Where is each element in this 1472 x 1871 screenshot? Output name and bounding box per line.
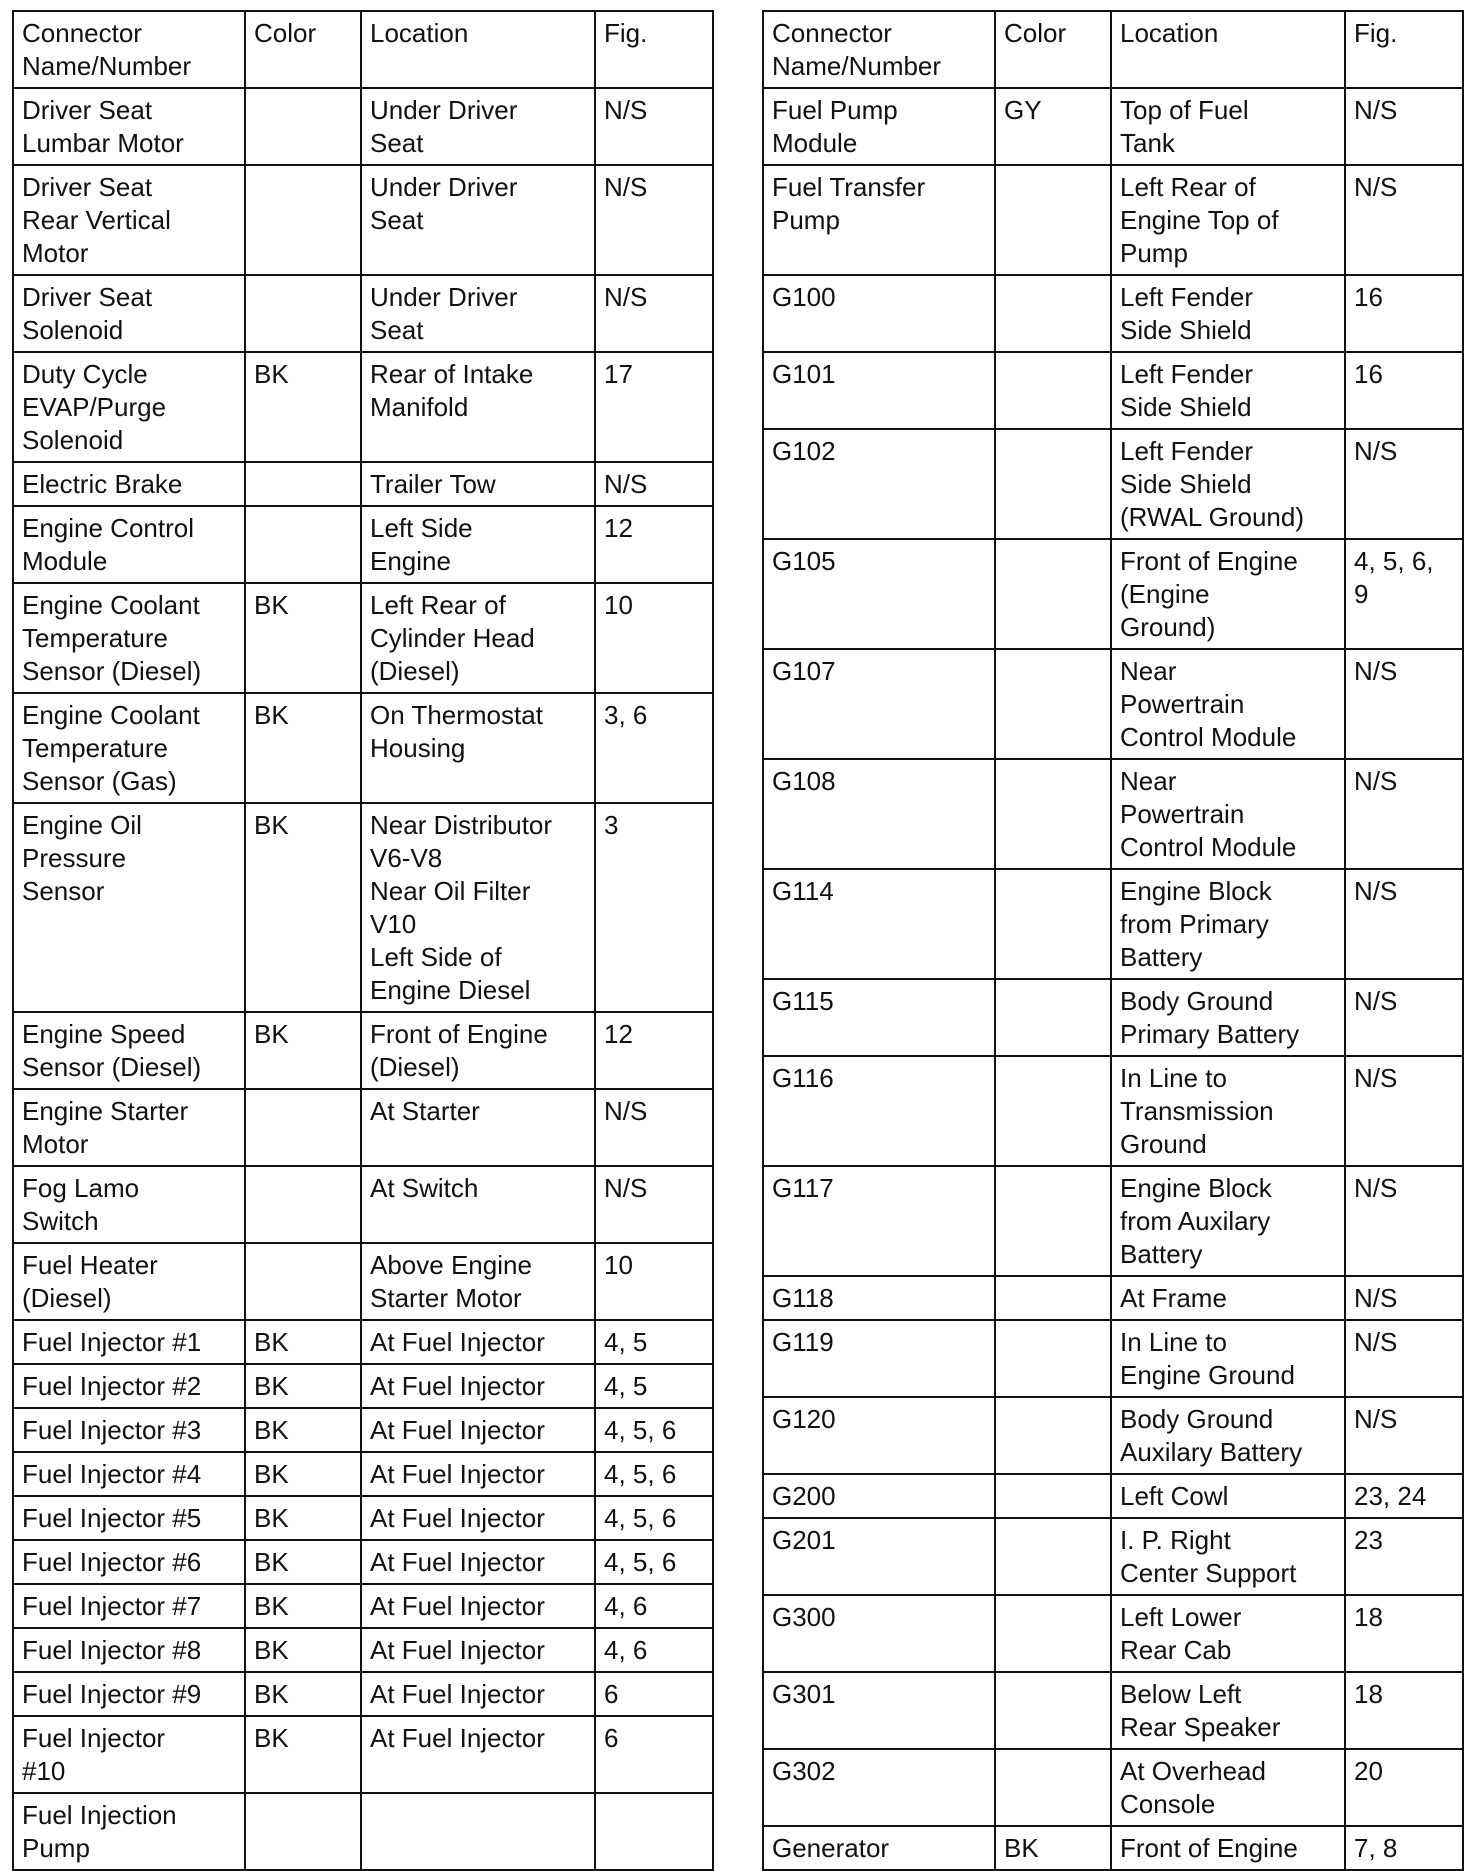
location-cell: At Fuel Injector xyxy=(361,1364,595,1408)
table-row xyxy=(13,1012,713,1089)
connector-name-cell: Fuel Transfer Pump xyxy=(763,165,995,275)
location-cell: Engine Block from Primary Battery xyxy=(1111,869,1345,979)
color-cell xyxy=(995,352,1111,429)
table-row xyxy=(13,1408,713,1452)
left-connector-table xyxy=(12,10,714,1871)
color-cell xyxy=(245,1166,361,1243)
color-cell xyxy=(995,979,1111,1056)
connector-name-cell: Fuel Injector #10 xyxy=(13,1716,245,1793)
table-row xyxy=(763,1826,1463,1870)
table-row xyxy=(13,1364,713,1408)
fig-cell: N/S xyxy=(1345,1276,1463,1320)
color-cell xyxy=(995,1474,1111,1518)
color-cell: BK xyxy=(245,1672,361,1716)
fig-cell: N/S xyxy=(1345,759,1463,869)
fig-cell: N/S xyxy=(1345,1320,1463,1397)
color-cell xyxy=(245,165,361,275)
header-fig: Fig. xyxy=(1345,11,1463,88)
table-row xyxy=(763,1672,1463,1749)
location-cell: Left Fender Side Shield (RWAL Ground) xyxy=(1111,429,1345,539)
color-cell xyxy=(245,1089,361,1166)
color-cell: BK xyxy=(245,1540,361,1584)
header-connector-name: Connector Name/Number xyxy=(763,11,995,88)
color-cell: BK xyxy=(245,1628,361,1672)
connector-name-cell: Fuel Injector #7 xyxy=(13,1584,245,1628)
table-row xyxy=(763,1474,1463,1518)
connector-name-cell: G105 xyxy=(763,539,995,649)
connector-name-cell: Fuel Injector #2 xyxy=(13,1364,245,1408)
color-cell: BK xyxy=(245,1584,361,1628)
table-row xyxy=(763,1320,1463,1397)
location-cell: I. P. Right Center Support xyxy=(1111,1518,1345,1595)
color-cell xyxy=(245,462,361,506)
location-cell: Left Fender Side Shield xyxy=(1111,275,1345,352)
fig-cell: N/S xyxy=(1345,1397,1463,1474)
connector-name-cell: Driver Seat Rear Vertical Motor xyxy=(13,165,245,275)
connector-name-cell: G114 xyxy=(763,869,995,979)
connector-name-cell: G200 xyxy=(763,1474,995,1518)
connector-name-cell: Driver Seat Lumbar Motor xyxy=(13,88,245,165)
header-color: Color xyxy=(995,11,1111,88)
fig-cell: 7, 8 xyxy=(1345,1826,1463,1870)
fig-cell: N/S xyxy=(595,462,713,506)
location-cell: At Switch xyxy=(361,1166,595,1243)
color-cell xyxy=(245,506,361,583)
fig-cell: 18 xyxy=(1345,1672,1463,1749)
location-cell: At Fuel Injector xyxy=(361,1716,595,1793)
color-cell xyxy=(995,539,1111,649)
table-row xyxy=(13,583,713,693)
fig-cell: 12 xyxy=(595,506,713,583)
color-cell: BK xyxy=(245,1320,361,1364)
table-row xyxy=(763,1056,1463,1166)
fig-cell: 4, 5, 6 xyxy=(595,1408,713,1452)
fig-cell: 4, 5, 6 xyxy=(595,1452,713,1496)
location-cell: At Starter xyxy=(361,1089,595,1166)
table-row xyxy=(763,429,1463,539)
color-cell: BK xyxy=(995,1826,1111,1870)
location-cell: At Frame xyxy=(1111,1276,1345,1320)
color-cell xyxy=(995,1320,1111,1397)
location-cell: Left Fender Side Shield xyxy=(1111,352,1345,429)
table-row xyxy=(763,165,1463,275)
fig-cell: 18 xyxy=(1345,1595,1463,1672)
color-cell: BK xyxy=(245,803,361,1012)
fig-cell: 17 xyxy=(595,352,713,462)
connector-name-cell: Generator xyxy=(763,1826,995,1870)
table-row xyxy=(13,1320,713,1364)
table-row xyxy=(13,165,713,275)
connector-name-cell: Engine Coolant Temperature Sensor (Gas) xyxy=(13,693,245,803)
connector-name-cell: Driver Seat Solenoid xyxy=(13,275,245,352)
table-row xyxy=(763,869,1463,979)
fig-cell: 3, 6 xyxy=(595,693,713,803)
header-row xyxy=(13,11,713,88)
fig-cell: 23 xyxy=(1345,1518,1463,1595)
connector-name-cell: Fuel Pump Module xyxy=(763,88,995,165)
color-cell: BK xyxy=(245,1496,361,1540)
location-cell: Near Powertrain Control Module xyxy=(1111,649,1345,759)
table-row xyxy=(13,506,713,583)
table-row xyxy=(13,1716,713,1793)
table-row xyxy=(13,1793,713,1870)
header-location: Location xyxy=(1111,11,1345,88)
connector-name-cell: G302 xyxy=(763,1749,995,1826)
color-cell: BK xyxy=(245,352,361,462)
color-cell: BK xyxy=(245,693,361,803)
connector-name-cell: Fuel Injection Pump xyxy=(13,1793,245,1870)
color-cell xyxy=(995,1518,1111,1595)
fig-cell: 4, 6 xyxy=(595,1584,713,1628)
connector-name-cell: G301 xyxy=(763,1672,995,1749)
color-cell xyxy=(995,1749,1111,1826)
location-cell: On Thermostat Housing xyxy=(361,693,595,803)
fig-cell: 16 xyxy=(1345,275,1463,352)
color-cell xyxy=(995,429,1111,539)
fig-cell xyxy=(595,1793,713,1870)
location-cell: Front of Engine xyxy=(1111,1826,1345,1870)
location-cell: Below Left Rear Speaker xyxy=(1111,1672,1345,1749)
table-row xyxy=(13,1584,713,1628)
table-row xyxy=(763,539,1463,649)
connector-name-cell: G107 xyxy=(763,649,995,759)
color-cell: BK xyxy=(245,1012,361,1089)
fig-cell: N/S xyxy=(595,275,713,352)
color-cell xyxy=(995,1276,1111,1320)
connector-name-cell: Engine Starter Motor xyxy=(13,1089,245,1166)
connector-name-cell: G115 xyxy=(763,979,995,1056)
table-row xyxy=(13,352,713,462)
color-cell: BK xyxy=(245,1408,361,1452)
location-cell: At Overhead Console xyxy=(1111,1749,1345,1826)
table-row xyxy=(763,1397,1463,1474)
color-cell xyxy=(995,1672,1111,1749)
connector-name-cell: G201 xyxy=(763,1518,995,1595)
location-cell: Near Powertrain Control Module xyxy=(1111,759,1345,869)
right-connector-table xyxy=(762,10,1464,1871)
fig-cell: N/S xyxy=(1345,429,1463,539)
fig-cell: N/S xyxy=(1345,165,1463,275)
location-cell: At Fuel Injector xyxy=(361,1672,595,1716)
location-cell: In Line to Transmission Ground xyxy=(1111,1056,1345,1166)
connector-name-cell: Duty Cycle EVAP/Purge Solenoid xyxy=(13,352,245,462)
connector-name-cell: G119 xyxy=(763,1320,995,1397)
table-row xyxy=(763,1518,1463,1595)
fig-cell: 3 xyxy=(595,803,713,1012)
header-fig: Fig. xyxy=(595,11,713,88)
fig-cell: N/S xyxy=(595,1166,713,1243)
location-cell: Above Engine Starter Motor xyxy=(361,1243,595,1320)
location-cell: At Fuel Injector xyxy=(361,1584,595,1628)
connector-name-cell: G117 xyxy=(763,1166,995,1276)
fig-cell: 20 xyxy=(1345,1749,1463,1826)
table-row xyxy=(763,649,1463,759)
table-row xyxy=(763,979,1463,1056)
location-cell: At Fuel Injector xyxy=(361,1540,595,1584)
table-row xyxy=(13,1540,713,1584)
location-cell: Trailer Tow xyxy=(361,462,595,506)
table-row xyxy=(13,693,713,803)
connector-name-cell: Fuel Injector #5 xyxy=(13,1496,245,1540)
fig-cell: N/S xyxy=(1345,1056,1463,1166)
location-cell: Front of Engine (Engine Ground) xyxy=(1111,539,1345,649)
color-cell xyxy=(245,1243,361,1320)
connector-name-cell: Engine Speed Sensor (Diesel) xyxy=(13,1012,245,1089)
location-cell: At Fuel Injector xyxy=(361,1408,595,1452)
color-cell: GY xyxy=(995,88,1111,165)
fig-cell: 12 xyxy=(595,1012,713,1089)
connector-name-cell: Electric Brake xyxy=(13,462,245,506)
fig-cell: N/S xyxy=(1345,1166,1463,1276)
fig-cell: N/S xyxy=(595,88,713,165)
fig-cell: N/S xyxy=(595,1089,713,1166)
fig-cell: N/S xyxy=(595,165,713,275)
color-cell xyxy=(995,649,1111,759)
color-cell: BK xyxy=(245,1452,361,1496)
color-cell xyxy=(995,1397,1111,1474)
color-cell xyxy=(995,1595,1111,1672)
table-row xyxy=(13,1496,713,1540)
color-cell: BK xyxy=(245,1716,361,1793)
fig-cell: N/S xyxy=(1345,979,1463,1056)
table-row xyxy=(763,352,1463,429)
fig-cell: 4, 5, 6 xyxy=(595,1496,713,1540)
connector-name-cell: G108 xyxy=(763,759,995,869)
location-cell: Left Rear of Engine Top of Pump xyxy=(1111,165,1345,275)
fig-cell: 10 xyxy=(595,583,713,693)
header-location: Location xyxy=(361,11,595,88)
fig-cell: N/S xyxy=(1345,869,1463,979)
table-row xyxy=(763,1276,1463,1320)
fig-cell: N/S xyxy=(1345,88,1463,165)
location-cell: Near Distributor V6-V8 Near Oil Filter V10 Left Side of Engine Diesel xyxy=(361,803,595,1012)
location-cell: Front of Engine (Diesel) xyxy=(361,1012,595,1089)
connector-name-cell: G120 xyxy=(763,1397,995,1474)
connector-name-cell: Engine Coolant Temperature Sensor (Diesel) xyxy=(13,583,245,693)
table-row xyxy=(763,275,1463,352)
color-cell xyxy=(245,88,361,165)
connector-name-cell: Fuel Injector #9 xyxy=(13,1672,245,1716)
connector-name-cell: G300 xyxy=(763,1595,995,1672)
table-row xyxy=(13,1628,713,1672)
location-cell: Body Ground Auxilary Battery xyxy=(1111,1397,1345,1474)
connector-name-cell: G118 xyxy=(763,1276,995,1320)
table-row xyxy=(13,1089,713,1166)
fig-cell: 4, 5, 6, 9 xyxy=(1345,539,1463,649)
connector-name-cell: Fuel Injector #3 xyxy=(13,1408,245,1452)
header-row xyxy=(763,11,1463,88)
location-cell: Rear of Intake Manifold xyxy=(361,352,595,462)
table-row xyxy=(13,1672,713,1716)
fig-cell: N/S xyxy=(1345,649,1463,759)
location-cell: In Line to Engine Ground xyxy=(1111,1320,1345,1397)
location-cell: Left Side Engine xyxy=(361,506,595,583)
fig-cell: 16 xyxy=(1345,352,1463,429)
fig-cell: 10 xyxy=(595,1243,713,1320)
color-cell xyxy=(995,165,1111,275)
fig-cell: 4, 5, 6 xyxy=(595,1540,713,1584)
location-cell: Left Rear of Cylinder Head (Diesel) xyxy=(361,583,595,693)
color-cell: BK xyxy=(245,583,361,693)
connector-name-cell: Fog Lamo Switch xyxy=(13,1166,245,1243)
table-row xyxy=(13,275,713,352)
connector-name-cell: G102 xyxy=(763,429,995,539)
table-row xyxy=(13,1166,713,1243)
header-color: Color xyxy=(245,11,361,88)
fig-cell: 6 xyxy=(595,1672,713,1716)
location-cell: Left Cowl xyxy=(1111,1474,1345,1518)
color-cell: BK xyxy=(245,1364,361,1408)
fig-cell: 4, 5 xyxy=(595,1320,713,1364)
table-row xyxy=(763,759,1463,869)
connector-name-cell: Fuel Injector #1 xyxy=(13,1320,245,1364)
fig-cell: 23, 24 xyxy=(1345,1474,1463,1518)
table-row xyxy=(13,803,713,1012)
location-cell xyxy=(361,1793,595,1870)
location-cell: Under Driver Seat xyxy=(361,275,595,352)
fig-cell: 4, 5 xyxy=(595,1364,713,1408)
table-row xyxy=(13,1452,713,1496)
header-connector-name: Connector Name/Number xyxy=(13,11,245,88)
color-cell xyxy=(995,275,1111,352)
location-cell: Top of Fuel Tank xyxy=(1111,88,1345,165)
location-cell: At Fuel Injector xyxy=(361,1496,595,1540)
location-cell: Under Driver Seat xyxy=(361,165,595,275)
connector-name-cell: Engine Oil Pressure Sensor xyxy=(13,803,245,1012)
color-cell xyxy=(995,869,1111,979)
location-cell: At Fuel Injector xyxy=(361,1320,595,1364)
color-cell xyxy=(995,1166,1111,1276)
table-row xyxy=(763,1166,1463,1276)
table-row xyxy=(13,88,713,165)
fig-cell: 4, 6 xyxy=(595,1628,713,1672)
table-row xyxy=(763,1749,1463,1826)
color-cell xyxy=(995,759,1111,869)
connector-name-cell: Engine Control Module xyxy=(13,506,245,583)
table-row xyxy=(13,462,713,506)
color-cell xyxy=(245,1793,361,1870)
location-cell: Left Lower Rear Cab xyxy=(1111,1595,1345,1672)
table-row xyxy=(13,1243,713,1320)
connector-name-cell: Fuel Injector #4 xyxy=(13,1452,245,1496)
location-cell: Body Ground Primary Battery xyxy=(1111,979,1345,1056)
location-cell: Engine Block from Auxilary Battery xyxy=(1111,1166,1345,1276)
location-cell: At Fuel Injector xyxy=(361,1452,595,1496)
connector-name-cell: Fuel Heater (Diesel) xyxy=(13,1243,245,1320)
fig-cell: 6 xyxy=(595,1716,713,1793)
connector-name-cell: Fuel Injector #6 xyxy=(13,1540,245,1584)
table-row xyxy=(763,88,1463,165)
connector-name-cell: G116 xyxy=(763,1056,995,1166)
color-cell xyxy=(245,275,361,352)
connector-name-cell: G100 xyxy=(763,275,995,352)
connector-name-cell: G101 xyxy=(763,352,995,429)
color-cell xyxy=(995,1056,1111,1166)
connector-name-cell: Fuel Injector #8 xyxy=(13,1628,245,1672)
location-cell: At Fuel Injector xyxy=(361,1628,595,1672)
table-row xyxy=(763,1595,1463,1672)
location-cell: Under Driver Seat xyxy=(361,88,595,165)
